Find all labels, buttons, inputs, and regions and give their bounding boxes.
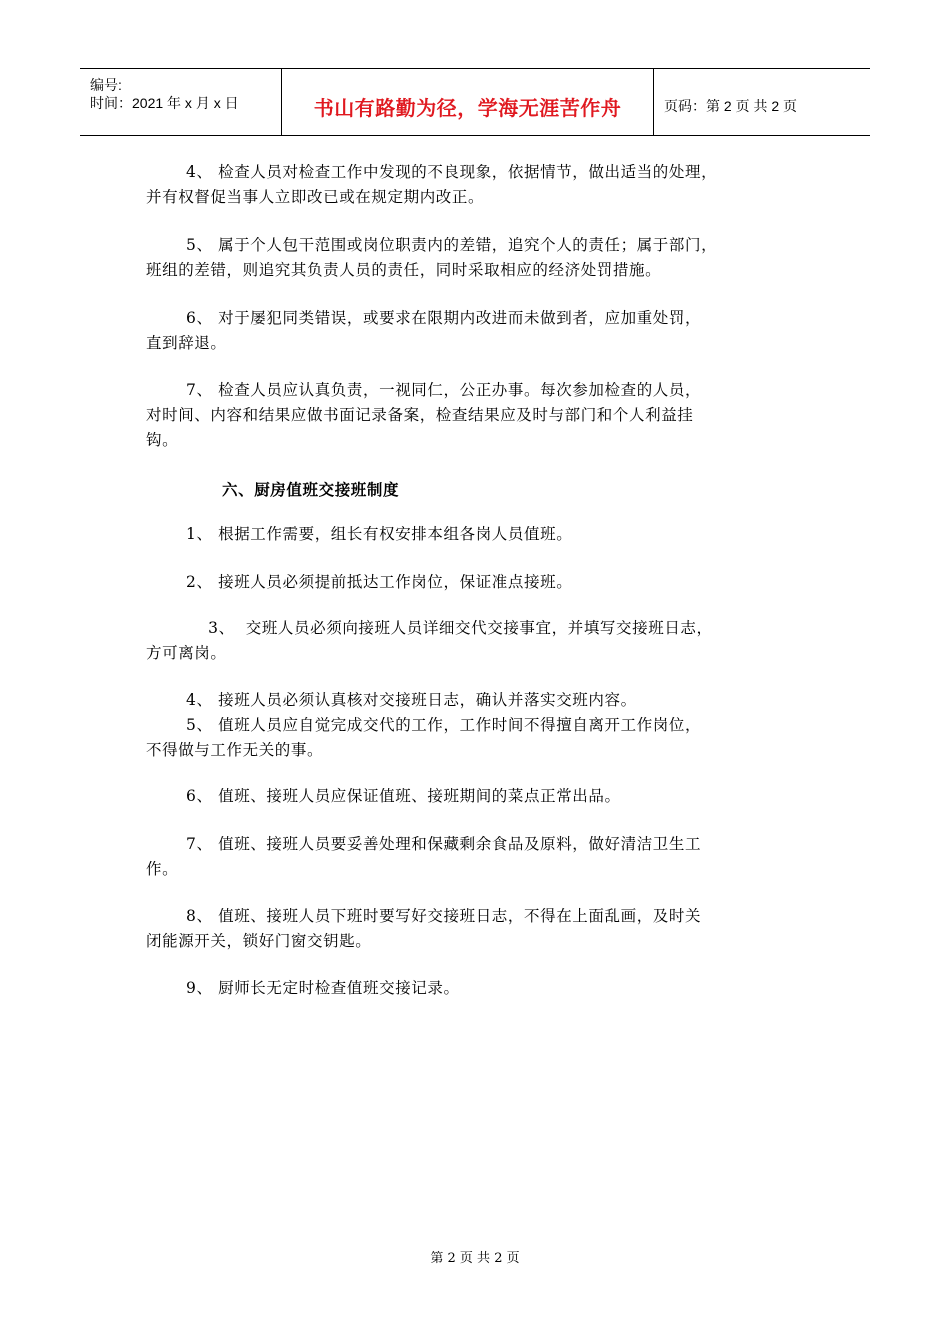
paragraph-line: 3、 交班人员必须向接班人员详细交代交接事宜，并填写交接班日志， — [186, 619, 713, 637]
shift-item-8 — [146, 904, 806, 954]
section-item-6 — [146, 306, 806, 356]
paragraph-line: 5、 属于个人包干范围或岗位职责内的差错，追究个人的责任；属于部门， — [186, 236, 718, 254]
paragraph-line: 2、 接班人员必须提前抵达工作岗位，保证准点接班。 — [186, 573, 573, 591]
paragraph-line: 4、 检查人员对检查工作中发现的不良现象，依据情节，做出适当的处理， — [186, 163, 718, 181]
shift-item-9 — [146, 976, 806, 1001]
section-item-4 — [146, 160, 806, 210]
paragraph-line: 并有权督促当事人立即改已或在规定期内改正。 — [146, 188, 485, 206]
paragraph-line: 7、 检查人员应认真负责，一视同仁，公正办事。每次参加检查的人员， — [186, 381, 702, 399]
shift-item-5 — [146, 713, 806, 763]
paragraph-line: 班组的差错，则追究其负责人员的责任，同时采取相应的经济处罚措施。 — [146, 261, 662, 279]
header-motto: 书山有路勤为径，学海无涯苦作舟 — [313, 96, 622, 120]
paragraph-line: 6、 对于屡犯同类错误，或要求在限期内改进而未做到者，应加重处罚， — [186, 309, 702, 327]
paragraph-line: 闭能源开关，锁好门窗交钥匙。 — [146, 932, 372, 950]
paragraph-line: 9、 厨师长无定时检查值班交接记录。 — [186, 979, 460, 997]
paragraph-line: 4、 接班人员必须认真核对交接班日志，确认并落实交班内容。 — [186, 691, 637, 709]
header-motto-cell — [282, 69, 654, 135]
paragraph-line: 5、 值班人员应自觉完成交代的工作，工作时间不得擅自离开工作岗位， — [186, 716, 702, 734]
document-number-label: 编号: — [90, 77, 122, 93]
header-meta — [80, 69, 282, 135]
paragraph-line: 方可离岗。 — [146, 644, 227, 662]
section-heading: 六、厨房值班交接班制度 — [222, 480, 400, 499]
document-date-label: 时间：2021 年 x 月 x 日 — [90, 95, 239, 111]
paragraph-line: 6、 值班、接班人员应保证值班、接班期间的菜点正常出品。 — [186, 787, 621, 805]
page-footer: 第 2 页 共 2 页 — [430, 1251, 520, 1266]
paragraph-line: 作。 — [146, 860, 179, 878]
paragraph-line: 钩。 — [146, 431, 179, 449]
shift-item-6 — [146, 784, 806, 809]
shift-item-2 — [146, 570, 806, 595]
shift-item-3 — [146, 616, 806, 666]
section-item-7 — [146, 378, 806, 453]
paragraph-line: 1、 根据工作需要，组长有权安排本组各岗人员值班。 — [186, 525, 573, 543]
section-item-5 — [146, 233, 806, 283]
shift-item-7 — [146, 832, 806, 882]
paragraph-line: 对时间、内容和结果应做书面记录备案，检查结果应及时与部门和个人利益挂 — [146, 406, 694, 424]
shift-item-1 — [146, 522, 806, 547]
paragraph-line: 7、 值班、接班人员要妥善处理和保藏剩余食品及原料，做好清洁卫生工 — [186, 835, 702, 853]
paragraph-line: 8、 值班、接班人员下班时要写好交接班日志，不得在上面乱画，及时关 — [186, 907, 702, 925]
shift-item-4 — [146, 688, 806, 713]
paragraph-line: 直到辞退。 — [146, 334, 227, 352]
header-page-cell — [654, 69, 870, 135]
header-page-info: 页码：第 2 页 共 2 页 — [664, 98, 798, 114]
paragraph-line: 不得做与工作无关的事。 — [146, 741, 324, 759]
page-header — [80, 68, 870, 136]
